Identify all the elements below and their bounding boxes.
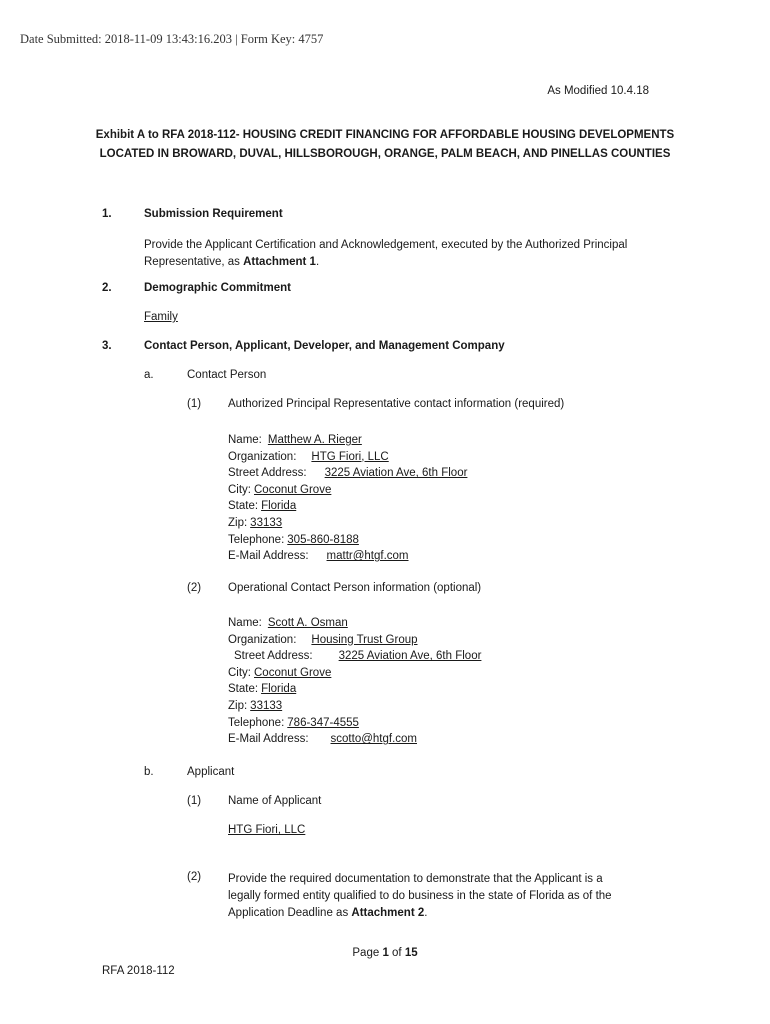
contact-2-email-row: E-Mail Address: scotto@htgf.com — [228, 731, 481, 748]
contact-2-city-row: City: Coconut Grove — [228, 665, 481, 682]
contact-1-title: Authorized Principal Representative contact information (required) — [228, 398, 565, 410]
section-1-body: Provide the Applicant Certification and Acknowledgement, executed by the Authorized Principal Representative, as Attachment 1. — [144, 239, 628, 268]
section-1-heading: Submission Requirement — [144, 208, 283, 220]
subsection-a-title: Contact Person — [187, 369, 267, 381]
contact-2-number: (2) — [187, 582, 202, 594]
contact-2-street: 3225 Aviation Ave, 6th Floor — [338, 650, 482, 663]
contact-1-zip-row: Zip: 33133 — [228, 515, 467, 532]
contact-1-name: Matthew A. Rieger — [267, 434, 362, 446]
contact-1-org: HTG Fiori, LLC — [311, 450, 389, 463]
page-number: Page 1 of 15 — [352, 947, 418, 959]
contact-1-zip: 33133 — [250, 516, 283, 529]
contact-1-block — [228, 432, 467, 565]
subsection-b-title: Applicant — [187, 766, 235, 778]
contact-2-name: Scott A. Osman — [267, 617, 348, 629]
applicant-name-value: HTG Fiori, LLC — [228, 824, 306, 836]
contact-2-org: Housing Trust Group — [311, 633, 418, 646]
contact-2-block — [228, 615, 481, 748]
contact-2-tel: 786-347-4555 — [287, 716, 359, 729]
contact-1-number: (1) — [187, 398, 202, 410]
applicant-2-number: (2) — [187, 871, 202, 883]
contact-2-state-row: State: Florida — [228, 681, 481, 698]
subsection-b-label: b. — [144, 766, 154, 778]
applicant-1-title: Name of Applicant — [228, 795, 322, 807]
contact-2-state: Florida — [261, 683, 297, 696]
contact-2-org-row: Organization: Housing Trust Group — [228, 632, 481, 649]
contact-1-state: Florida — [261, 500, 297, 513]
contact-1-email-row: E-Mail Address: mattr@htgf.com — [228, 548, 467, 565]
section-1-number: 1. — [102, 208, 112, 220]
contact-1-state-row: State: Florida — [228, 498, 467, 515]
applicant-2-body: Provide the required documentation to demonstrate that the Applicant is a legally formed entity qualified to do business in the state of Florida as of the Application Deadline as Attachment 2. — [228, 873, 612, 919]
applicant-1-number: (1) — [187, 795, 202, 807]
demographic-value: Family — [144, 311, 178, 323]
contact-2-street-row: Street Address: 3225 Aviation Ave, 6th Floor — [228, 648, 481, 665]
contact-1-city-row: City: Coconut Grove — [228, 482, 467, 499]
contact-2-name-row: Name: Scott A. Osman — [228, 615, 481, 632]
submission-stamp: Date Submitted: 2018-11-09 13:43:16.203 | Form Key: 4757 — [20, 32, 324, 46]
contact-1-email[interactable]: mattr@htgf.com — [326, 550, 409, 563]
contact-2-zip-row: Zip: 33133 — [228, 698, 481, 715]
contact-2-tel-row: Telephone: 786-347-4555 — [228, 715, 481, 732]
contact-1-street-row: Street Address: 3225 Aviation Ave, 6th Floor — [228, 465, 467, 482]
contact-2-title: Operational Contact Person information (optional) — [228, 582, 482, 594]
contact-1-tel-row: Telephone: 305-860-8188 — [228, 532, 467, 549]
section-2-number: 2. — [102, 282, 112, 294]
contact-2-email[interactable]: scotto@htgf.com — [330, 733, 417, 746]
contact-2-zip: 33133 — [250, 699, 283, 712]
document-title-line-1: Exhibit A to RFA 2018-112- HOUSING CREDIT FINANCING FOR AFFORDABLE HOUSING DEVELOPMENTS — [95, 129, 675, 141]
contact-1-tel: 305-860-8188 — [287, 533, 359, 546]
contact-1-name-row: Name: Matthew A. Rieger — [228, 432, 467, 449]
modified-note: As Modified 10.4.18 — [547, 85, 649, 97]
section-3-number: 3. — [102, 340, 112, 352]
section-2-heading: Demographic Commitment — [144, 282, 291, 294]
document-title-line-2: LOCATED IN BROWARD, DUVAL, HILLSBOROUGH, ORANGE, PALM BEACH, AND PINELLAS COUNTIES — [99, 148, 671, 160]
contact-2-city: Coconut Grove — [254, 666, 332, 679]
subsection-a-label: a. — [144, 369, 154, 381]
contact-1-city: Coconut Grove — [254, 483, 332, 496]
contact-1-org-row: Organization: HTG Fiori, LLC — [228, 449, 467, 466]
contact-1-street: 3225 Aviation Ave, 6th Floor — [324, 467, 468, 480]
section-3-heading: Contact Person, Applicant, Developer, and Management Company — [144, 340, 505, 352]
footer-doc-id: RFA 2018-112 — [102, 965, 175, 977]
